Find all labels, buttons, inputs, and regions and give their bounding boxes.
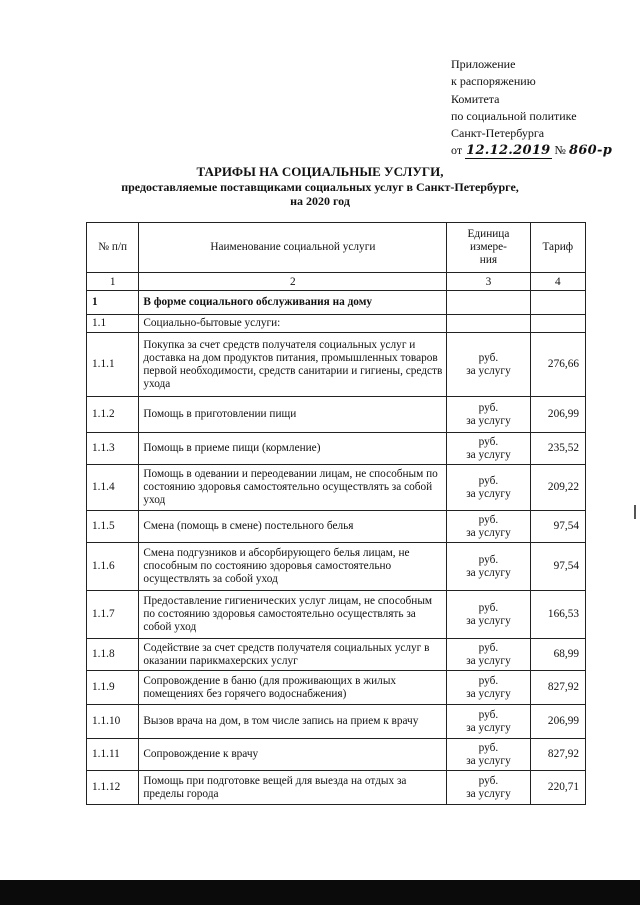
row-service-name: Покупка за счет средств получателя социальных услуг и доставка на дом продуктов питания, промышленных товаров первой необходимости, средств санитарии и гигиены, средств ухода bbox=[139, 333, 447, 397]
subsection-row bbox=[87, 315, 586, 333]
number-label: № bbox=[554, 143, 566, 158]
table-row bbox=[87, 543, 586, 591]
row-unit-line: за услугу bbox=[466, 721, 511, 734]
appendix-line: к распоряжению bbox=[451, 74, 536, 89]
index-cell: 2 bbox=[139, 273, 447, 291]
row-unit-line: за услугу bbox=[466, 754, 511, 767]
section-num: 1 bbox=[87, 291, 139, 315]
index-cell: 1 bbox=[87, 273, 139, 291]
row-price: 220,71 bbox=[530, 771, 585, 805]
row-unit-line: руб. bbox=[478, 351, 499, 364]
appendix-line: Санкт-Петербурга bbox=[451, 126, 545, 141]
row-num: 1.1.9 bbox=[87, 671, 139, 705]
row-price: 68,99 bbox=[530, 639, 585, 671]
row-unit bbox=[447, 771, 530, 805]
row-unit-line: за услугу bbox=[466, 487, 511, 500]
table-row bbox=[87, 397, 586, 433]
row-unit-line: за услугу bbox=[466, 448, 511, 461]
table-row bbox=[87, 671, 586, 705]
row-num: 1.1.12 bbox=[87, 771, 139, 805]
row-service-name: Помощь в приеме пищи (кормление) bbox=[139, 433, 447, 465]
empty-cell bbox=[447, 315, 530, 333]
row-price: 206,99 bbox=[530, 705, 585, 739]
row-num: 1.1.2 bbox=[87, 397, 139, 433]
appendix-date-line bbox=[451, 142, 612, 159]
row-unit-line: руб. bbox=[478, 553, 499, 566]
table-row bbox=[87, 333, 586, 397]
row-num: 1.1.11 bbox=[87, 739, 139, 771]
index-row bbox=[87, 273, 586, 291]
tariff-table bbox=[86, 222, 586, 805]
row-num: 1.1.6 bbox=[87, 543, 139, 591]
row-unit-line: руб. bbox=[478, 774, 499, 787]
row-num: 1.1.7 bbox=[87, 591, 139, 639]
row-unit-line: руб. bbox=[478, 674, 499, 687]
empty-cell bbox=[530, 315, 585, 333]
appendix-line: Комитета bbox=[451, 91, 500, 106]
service-rows bbox=[87, 333, 586, 805]
table-row bbox=[87, 511, 586, 543]
section-name: В форме социального обслуживания на дому bbox=[139, 291, 447, 315]
row-service-name: Вызов врача на дом, в том числе запись на прием к врачу bbox=[139, 705, 447, 739]
row-price: 827,92 bbox=[530, 671, 585, 705]
scan-mark bbox=[634, 505, 636, 519]
row-unit-line: руб. bbox=[478, 401, 499, 414]
table-row bbox=[87, 465, 586, 511]
row-service-name: Помощь в одевании и переодевании лицам, не способным по состоянию здоровья самостоятельно осуществлять за собой уход bbox=[139, 465, 447, 511]
row-unit-line: за услугу bbox=[466, 566, 511, 579]
row-unit-line: за услугу bbox=[466, 787, 511, 800]
row-num: 1.1.10 bbox=[87, 705, 139, 739]
header-price: Тариф bbox=[530, 223, 585, 273]
row-unit-line: руб. bbox=[478, 435, 499, 448]
table-row bbox=[87, 705, 586, 739]
table-row bbox=[87, 433, 586, 465]
row-price: 166,53 bbox=[530, 591, 585, 639]
row-price: 276,66 bbox=[530, 333, 585, 397]
row-unit bbox=[447, 705, 530, 739]
from-prefix: от bbox=[451, 143, 463, 158]
row-service-name: Сопровождение к врачу bbox=[139, 739, 447, 771]
row-unit bbox=[447, 397, 530, 433]
row-price: 209,22 bbox=[530, 465, 585, 511]
row-unit bbox=[447, 739, 530, 771]
index-cell: 4 bbox=[530, 273, 585, 291]
header-unit-line: Единица bbox=[467, 228, 510, 240]
row-unit bbox=[447, 543, 530, 591]
index-cell: 3 bbox=[447, 273, 530, 291]
row-price: 97,54 bbox=[530, 543, 585, 591]
subsection-num: 1.1 bbox=[87, 315, 139, 333]
header-unit-line: измере- bbox=[469, 241, 507, 253]
row-unit-line: руб. bbox=[478, 601, 499, 614]
row-unit-line: за услугу bbox=[466, 614, 511, 627]
row-num: 1.1.4 bbox=[87, 465, 139, 511]
handwritten-number: 860-р bbox=[568, 143, 613, 159]
row-price: 235,52 bbox=[530, 433, 585, 465]
row-unit bbox=[447, 433, 530, 465]
table-row bbox=[87, 591, 586, 639]
row-unit-line: за услугу bbox=[466, 414, 511, 427]
appendix-line: Приложение bbox=[451, 57, 516, 71]
row-unit-line: за услугу bbox=[466, 364, 511, 377]
header-num: № п/п bbox=[87, 223, 139, 273]
row-num: 1.1.8 bbox=[87, 639, 139, 671]
header-name: Наименование социальной услуги bbox=[139, 223, 447, 273]
row-service-name: Сопровождение в баню (для проживающих в жилых помещениях без горячего водоснабжения) bbox=[139, 671, 447, 705]
row-service-name: Смена подгузников и абсорбирующего белья лицам, не способным по состоянию здоровья самостоятельно осуществлять за собой уход bbox=[139, 543, 447, 591]
row-unit-line: руб. bbox=[478, 513, 499, 526]
row-service-name: Содействие за счет средств получателя социальных услуг в оказании парикмахерских услуг bbox=[139, 639, 447, 671]
handwritten-date: 12.12.2019 bbox=[466, 143, 551, 159]
row-unit-line: руб. bbox=[478, 708, 499, 721]
row-unit-line: руб. bbox=[478, 741, 499, 754]
empty-cell bbox=[530, 291, 585, 315]
row-service-name: Помощь в приготовлении пищи bbox=[139, 397, 447, 433]
row-service-name: Смена (помощь в смене) постельного белья bbox=[139, 511, 447, 543]
title-subtitle: предоставляемые поставщиками социальных услуг в Санкт-Петербурге, bbox=[121, 179, 519, 194]
row-num: 1.1.3 bbox=[87, 433, 139, 465]
table-row bbox=[87, 639, 586, 671]
row-unit-line: руб. bbox=[478, 641, 499, 654]
row-unit-line: руб. bbox=[478, 474, 499, 487]
row-unit bbox=[447, 511, 530, 543]
empty-cell bbox=[447, 291, 530, 315]
row-num: 1.1.1 bbox=[87, 333, 139, 397]
scan-bottom-border bbox=[0, 880, 640, 905]
row-unit-line: за услугу bbox=[466, 687, 511, 700]
table-row bbox=[87, 771, 586, 805]
row-service-name: Помощь при подготовке вещей для выезда на отдых за пределы города bbox=[139, 771, 447, 805]
row-num: 1.1.5 bbox=[87, 511, 139, 543]
document-title bbox=[0, 165, 640, 209]
row-price: 827,92 bbox=[530, 739, 585, 771]
row-service-name: Предоставление гигиенических услуг лицам, не способным по состоянию здоровья самостоятельно осуществлять за собой уход bbox=[139, 591, 447, 639]
row-unit-line: за услугу bbox=[466, 526, 511, 539]
row-unit-line: за услугу bbox=[466, 654, 511, 667]
appendix-line: по социальной политике bbox=[451, 108, 577, 123]
table-row bbox=[87, 739, 586, 771]
row-unit bbox=[447, 465, 530, 511]
subsection-name: Социально-бытовые услуги: bbox=[139, 315, 447, 333]
appendix-block bbox=[451, 56, 612, 160]
header-unit bbox=[447, 223, 530, 273]
row-unit bbox=[447, 671, 530, 705]
title-main: ТАРИФЫ НА СОЦИАЛЬНЫЕ УСЛУГИ, bbox=[196, 164, 444, 179]
title-year: на 2020 год bbox=[290, 194, 350, 208]
header-row bbox=[87, 223, 586, 273]
row-unit bbox=[447, 639, 530, 671]
section-row bbox=[87, 291, 586, 315]
row-price: 206,99 bbox=[530, 397, 585, 433]
row-price: 97,54 bbox=[530, 511, 585, 543]
header-unit-line: ния bbox=[479, 254, 498, 266]
row-unit bbox=[447, 333, 530, 397]
row-unit bbox=[447, 591, 530, 639]
